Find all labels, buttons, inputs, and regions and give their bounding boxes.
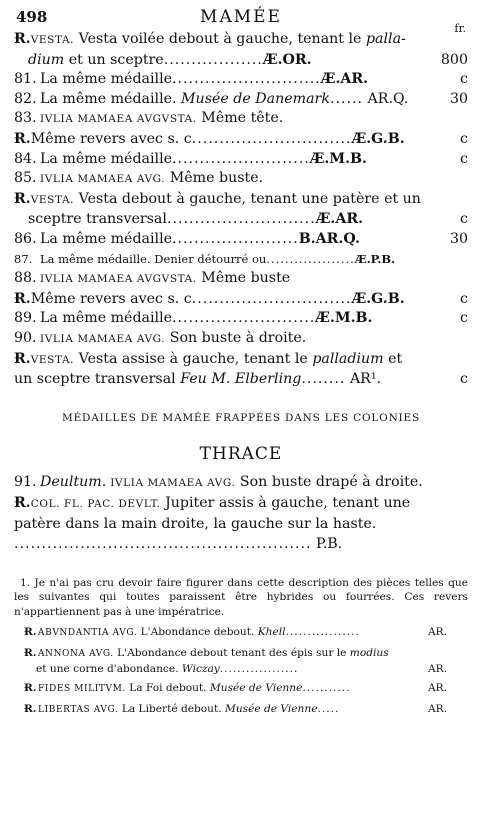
entry-italic: Musée de Danemark [181, 90, 330, 107]
metal-mark: Æ.AR. [320, 71, 369, 88]
footnote-item: Ɍ. FIDES MILITVM. La Foi debout. Musée de Vienne........... AR. [14, 681, 468, 697]
reverse-mark: Ɍ. [14, 31, 31, 47]
price: c [460, 290, 468, 307]
metal-mark: AR.Q. [367, 90, 409, 107]
footnote-text: La Liberté debout. [118, 703, 225, 716]
entry-line [14, 514, 468, 534]
metal-mark: Æ.G.B. [351, 290, 405, 307]
coin-legend: IVLIA MAMAEA AVGVSTA. [40, 113, 197, 126]
metal-mark: AR. [428, 682, 447, 695]
coin-legend: IVLIA MAMAEA AVG. [40, 173, 166, 186]
reverse-mark: Ɍ. [14, 350, 31, 367]
metal-mark: Æ.P.B. [354, 251, 396, 266]
coin-legend: ABVNDANTIA AVG. [38, 628, 138, 639]
entry-italic: palladium [312, 350, 384, 367]
entry-text: et [383, 350, 403, 367]
entry-number: 88. [14, 270, 37, 287]
entry-text: La même médaille [40, 71, 172, 88]
entry-text: La même médaille. Denier détourré ou [40, 251, 267, 266]
metal-mark: Æ.AR. [315, 211, 364, 228]
price: c [460, 71, 468, 88]
reverse-mark: Ɍ. [14, 494, 31, 511]
entry-line [14, 269, 468, 290]
entry-text: un sceptre transversal [14, 371, 181, 388]
entry-text: Même tête. [196, 110, 284, 127]
coin-legend: COL. FL. PAC. DEVLT. [30, 497, 161, 510]
entry-text: Vesta voilée debout à gauche, tenant le [78, 31, 366, 47]
entry-number: 91. [14, 473, 37, 490]
entry-text: Même revers avec s. c [30, 290, 192, 307]
entry-line: 89. La même médaille..........................Æ.M.B. c [14, 309, 468, 329]
footnote-source: Musée de Vienne [209, 682, 303, 695]
entry-line: 84. La même médaille.........................Æ.M.B. c [14, 150, 468, 170]
entry-number: 81. [14, 71, 37, 88]
metal-mark: AR. [428, 626, 447, 639]
price: 30 [449, 230, 468, 247]
region-heading: THRACE [199, 443, 283, 464]
coin-legend: VESTA. [30, 353, 75, 366]
reverse-mark: Ɍ. [24, 703, 37, 716]
footnote-text: et une corne d'abondance. [36, 662, 182, 675]
entry-text: Son buste drapé à droite. [235, 473, 423, 490]
metal-mark: Æ.M.B. [309, 150, 367, 167]
reverse-mark: Ɍ. [14, 190, 31, 207]
footnote-intro: 1. Je n'ai pas cru devoir faire figurer dans cette description des pièces telles que les suivantes qui toutes paraissent être hybrides ou fourrées. Ces revers n'appartiennent pas à une impératrice. [14, 576, 468, 619]
entry-line: Ɍ.Même revers avec s. c.............................Æ.G.B. c [14, 290, 468, 310]
entry-number: 84. [14, 150, 37, 167]
entry-line [14, 472, 468, 493]
entry-number: 89. [14, 310, 37, 327]
entry-text: La même médaille [40, 150, 172, 167]
footnote-source: Khell [257, 626, 286, 639]
thrace-entries [14, 472, 468, 554]
entry-text: Même revers avec s. c [30, 130, 192, 147]
coin-legend: IVLIA MAMAEA AVGVSTA. [40, 273, 197, 286]
entry-text: Vesta debout à gauche, tenant une patère et un [74, 190, 421, 207]
entry-line: dium et un sceptre..................Æ.OR. 800 [14, 51, 468, 71]
entry-line [14, 329, 468, 350]
footnote-source: modius [349, 646, 389, 659]
entry-line [14, 30, 468, 51]
entry-line [14, 493, 468, 514]
entry-text: Vesta assise à gauche, tenant le [74, 350, 313, 367]
price: c [460, 211, 468, 228]
entry-line: 86. La même médaille.......................B.AR.Q. 30 [14, 230, 468, 250]
entry-number: 83. [14, 110, 37, 127]
coin-legend: LIBERTAS AVG. [38, 705, 119, 716]
entry-line: sceptre transversal...........................Æ.AR. c [14, 210, 468, 230]
entry-text: patère dans la main droite, la gauche sur la haste. [14, 515, 377, 532]
entry-number: 85. [14, 170, 37, 187]
metal-mark: P.B. [316, 535, 343, 552]
price: 30 [449, 90, 468, 107]
footnote-text: La Foi debout. [125, 682, 210, 695]
entry-text: La même médaille. [40, 90, 182, 107]
coin-legend: IVLIA MAMAEA AVG. [40, 332, 166, 345]
footnote-text: L'Abondance debout. [137, 626, 258, 639]
coin-legend: ANNONA AVG. [38, 648, 114, 659]
entry-number: 86. [14, 230, 37, 247]
metal-mark: AR. [428, 662, 447, 675]
entry-text: Jupiter assis à gauche, tenant une [160, 494, 411, 511]
entry-line: un sceptre transversal Feu M. Elberling........ AR¹. c [14, 370, 468, 390]
footnote-source: Musée de Vienne [225, 703, 318, 716]
entry-text: Son buste à droite. [165, 329, 307, 346]
entry-line [14, 109, 468, 130]
coin-legend: IVLIA MAMAEA AVG. [106, 476, 236, 489]
entry-text: La même médaille [40, 310, 172, 327]
metal-mark: Æ.G.B. [351, 130, 405, 147]
entry-text: Même buste. [165, 170, 264, 187]
entry-line: Ɍ.Même revers avec s. c.............................Æ.G.B. c [14, 130, 468, 150]
footnote-item [14, 646, 468, 662]
entry-text: et un sceptre [64, 51, 164, 68]
metal-mark: AR¹. [349, 371, 382, 388]
coin-entries [14, 30, 468, 390]
reverse-mark: Ɍ. [24, 646, 37, 659]
metal-mark: Æ.OR. [262, 51, 312, 68]
footnote-item: Ɍ. ABVNDANTIA AVG. L'Abondance debout. Khell................. AR. [14, 625, 468, 641]
entry-italic: Feu M. Elberling [180, 371, 302, 388]
entry-line: 82. La même médaille. Musée de Danemark...... AR.Q. 30 [14, 90, 468, 110]
metal-mark: Æ.M.B. [315, 310, 373, 327]
price: c [460, 371, 468, 388]
entry-line: 81. La même médaille...........................Æ.AR. c [14, 70, 468, 90]
reverse-mark: Ɍ. [14, 130, 31, 147]
entry-italic: dium [28, 51, 65, 68]
metal-mark: AR. [428, 703, 447, 716]
entry-line [14, 350, 468, 371]
entry-line: 87. La même médaille. Denier détourré ou...................Æ.P.B. [14, 250, 468, 270]
footnotes [14, 576, 468, 718]
price: c [460, 150, 468, 167]
price: c [460, 310, 468, 327]
currency-unit: fr. [454, 22, 466, 35]
entry-line [14, 190, 468, 211]
footnote-source: Wiczay [181, 662, 220, 675]
entry-italic: palla- [365, 31, 406, 47]
reverse-mark: Ɍ. [14, 290, 31, 307]
price: 800 [440, 51, 468, 68]
coin-legend: FIDES MILITVM. [38, 684, 126, 695]
entry-number: 82. [14, 90, 37, 107]
footnote-text: L'Abondance debout tenant des épis sur le [113, 646, 350, 659]
page-number: 498 [16, 8, 48, 26]
coin-legend: VESTA. [30, 34, 75, 46]
entry-text: sceptre transversal [28, 211, 167, 228]
footnote-item: et une corne d'abondance. Wiczay.................. AR. [14, 662, 468, 677]
entry-number: 87. [14, 251, 33, 266]
price: c [460, 130, 468, 147]
footnote-item: Ɍ. LIBERTAS AVG. La Liberté debout. Musée de Vienne..... AR. [14, 702, 468, 718]
section-heading: MÉDAILLES DE MAMÉE FRAPPÉES DANS LES COLONIES [62, 411, 420, 424]
reverse-mark: Ɍ. [24, 626, 37, 639]
reverse-mark: Ɍ. [24, 682, 37, 695]
entry-line: ...................................................... P.B. [14, 535, 343, 552]
entry-number: 90. [14, 329, 37, 346]
entry-text: Même buste [196, 270, 291, 287]
metal-mark: B.AR.Q. [298, 230, 360, 247]
page-header [14, 0, 468, 35]
coin-legend: VESTA. [30, 193, 75, 206]
running-title: MAMÉE [200, 7, 282, 27]
entry-text: La même médaille [40, 230, 172, 247]
city-name: Deultum. [40, 473, 107, 490]
entry-line [14, 169, 468, 190]
